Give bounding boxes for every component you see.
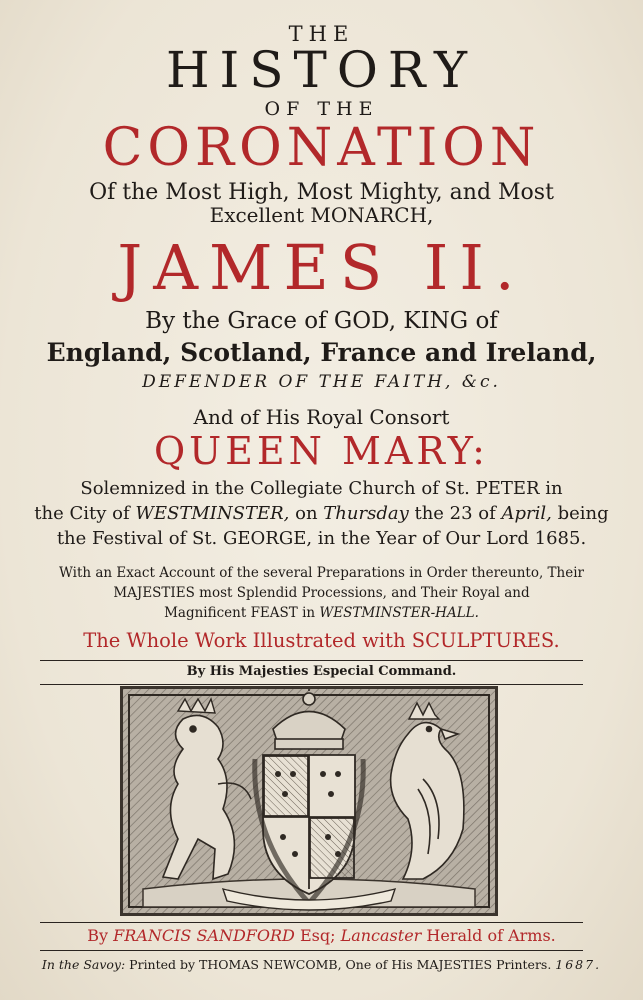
thursday-italic: Thursday bbox=[323, 503, 409, 524]
author-name: FRANCIS SANDFORD bbox=[113, 926, 295, 945]
title-history: HISTORY bbox=[165, 41, 478, 99]
april-italic: April, bbox=[501, 503, 552, 524]
body-line-2 bbox=[0, 503, 643, 524]
title-subtitle-1: Of the Most High, Most Mighty, and Most bbox=[89, 180, 554, 205]
imprint-line bbox=[0, 957, 643, 972]
coat-of-arms-engraving bbox=[120, 686, 498, 916]
text-fragment: being bbox=[551, 503, 609, 524]
body-line-3: the Festival of St. GEORGE, in the Year of Our Lord 1685. bbox=[56, 528, 587, 549]
title-queen-mary: QUEEN MARY: bbox=[154, 429, 489, 473]
title-grace: By the Grace of GOD, KING of bbox=[145, 308, 498, 334]
illustrated-line: The Whole Work Illustrated with SCULPTURES. bbox=[83, 629, 560, 652]
title-of-the: OF THE bbox=[264, 98, 379, 120]
body-line-1: Solemnized in the Collegiate Church of St. PETER in bbox=[80, 478, 563, 499]
author-bottom-rule bbox=[40, 950, 583, 951]
text-fragment: Magnificent FEAST in bbox=[164, 605, 320, 621]
author-line bbox=[0, 926, 643, 945]
command-line: By His Majesties Especial Command. bbox=[186, 664, 457, 679]
westminster-hall-italic: WESTMINSTER-HALL. bbox=[319, 605, 479, 621]
imprint-place: In the Savoy: bbox=[41, 957, 126, 972]
body-line-4: With an Exact Account of the several Preparations in Order thereunto, Their bbox=[59, 565, 584, 581]
text-fragment: Esq; bbox=[294, 926, 341, 945]
body-line-6 bbox=[0, 605, 643, 621]
top-rule bbox=[40, 660, 583, 661]
author-top-rule bbox=[40, 922, 583, 923]
imprint-text: Printed by THOMAS NEWCOMB, One of His MAJESTIES Printers. bbox=[125, 957, 556, 972]
title-consort: And of His Royal Consort bbox=[193, 405, 450, 429]
title-kingdoms: England, Scotland, France and Ireland, bbox=[46, 338, 597, 367]
westminster-italic: WESTMINSTER, bbox=[135, 503, 290, 524]
title-subtitle-2: Excellent MONARCH, bbox=[209, 203, 434, 227]
text-fragment: the City of bbox=[34, 503, 136, 524]
body-line-5: MAJESTIES most Splendid Processions, and Their Royal and bbox=[113, 585, 530, 601]
coat-of-arms-icon bbox=[123, 689, 495, 913]
command-rule bbox=[40, 684, 583, 685]
text-fragment: By bbox=[87, 926, 114, 945]
imprint-year: 1687. bbox=[555, 957, 602, 972]
title-the: THE bbox=[288, 22, 355, 46]
title-coronation: CORONATION bbox=[102, 118, 541, 178]
text-fragment: the 23 of bbox=[408, 503, 502, 524]
title-defender: DEFENDER OF THE FAITH, &c. bbox=[142, 372, 501, 392]
title-james: JAMES II. bbox=[117, 231, 526, 304]
author-role: Lancaster bbox=[340, 926, 422, 945]
text-fragment: on bbox=[289, 503, 324, 524]
text-fragment: Herald of Arms. bbox=[421, 926, 556, 945]
